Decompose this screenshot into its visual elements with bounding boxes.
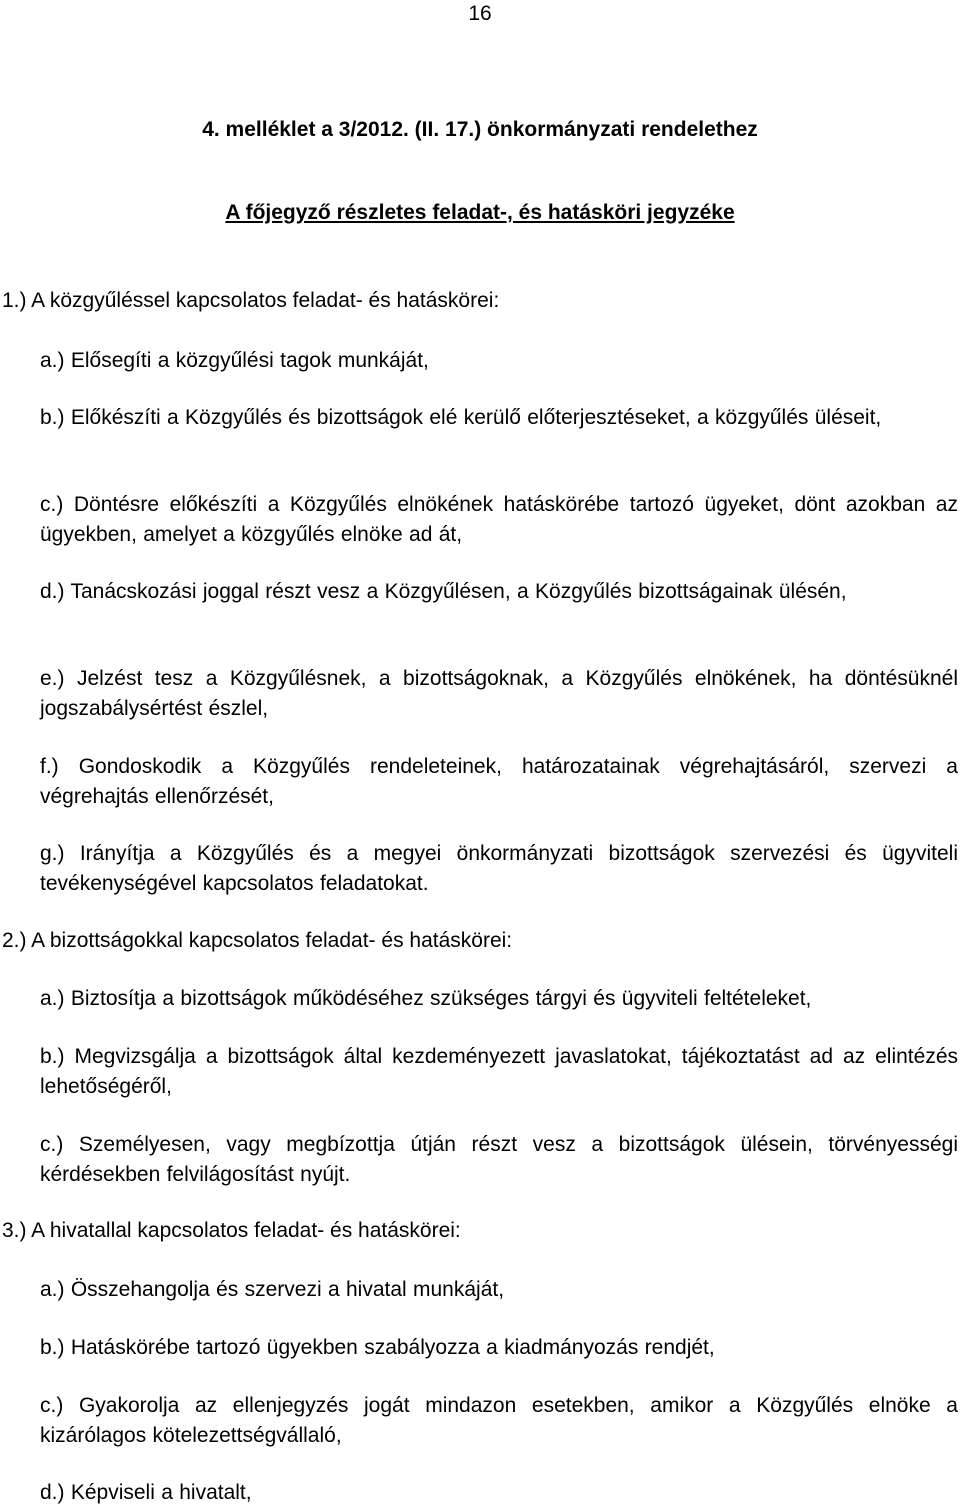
section-2-heading: 2.) A bizottságokkal kapcsolatos feladat- és hatáskörei: [2,929,513,952]
section-1-item-g: g.) Irányítja a Közgyűlés és a megyei önkormányzati bizottságok szervezési és ügyviteli tevékenységével kapcsolatos feladatokat. [40,842,958,895]
section-1-heading: 1.) A közgyűléssel kapcsolatos feladat- és hatáskörei: [2,289,500,312]
section-3-item-a: a.) Összehangolja és szervezi a hivatal munkáját, [40,1278,505,1301]
section-1-item-a: a.) Elősegíti a közgyűlési tagok munkáját, [40,349,429,372]
section-1-item-d: d.) Tanácskozási joggal részt vesz a Közgyűlésen, a Közgyűlés bizottságainak ülésén, [40,580,847,603]
section-1-item-c: c.) Döntésre előkészíti a Közgyűlés elnökének hatáskörébe tartozó ügyeket, dönt azokban az ügyekben, amelyet a közgyűlés elnöke ad át, [40,493,958,546]
section-2-item-b: b.) Megvizsgálja a bizottságok által kezdeményezett javaslatokat, tájékoztatást ad az elintézés lehetőségéről, [40,1045,958,1098]
section-3-item-b: b.) Hatáskörébe tartozó ügyekben szabályozza a kiadmányozás rendjét, [40,1336,715,1359]
section-2-item-a: a.) Biztosítja a bizottságok működéséhez szükséges tárgyi és ügyviteli feltételeket, [40,987,812,1010]
page-number: 16 [468,2,492,25]
section-1-item-e: e.) Jelzést tesz a Közgyűlésnek, a bizottságoknak, a Közgyűlés elnökének, ha döntésüknél jogszabálysértést észlel, [40,667,958,720]
annex-title: 4. melléklet a 3/2012. (II. 17.) önkormányzati rendelethez [202,118,758,141]
section-2-item-c: c.) Személyesen, vagy megbízottja útján részt vesz a bizottságok ülésein, törvényességi kérdésekben felvilágosítást nyújt. [40,1133,958,1186]
section-3-heading: 3.) A hivatallal kapcsolatos feladat- és hatáskörei: [2,1219,461,1242]
document-title: A főjegyző részletes feladat-, és hatásköri jegyzéke [225,201,735,224]
section-1-item-b: b.) Előkészíti a Közgyűlés és bizottságok elé kerülő előterjesztéseket, a közgyűlés üléseit, [40,406,882,429]
section-3-item-d: d.) Képviseli a hivatalt, [40,1481,252,1504]
section-1-item-f: f.) Gondoskodik a Közgyűlés rendeleteinek, határozatainak végrehajtásáról, szervezi a végrehajtás ellenőrzését, [40,755,958,808]
section-3-item-c: c.) Gyakorolja az ellenjegyzés jogát mindazon esetekben, amikor a Közgyűlés elnöke a kizárólagos kötelezettségvállaló, [40,1394,958,1447]
